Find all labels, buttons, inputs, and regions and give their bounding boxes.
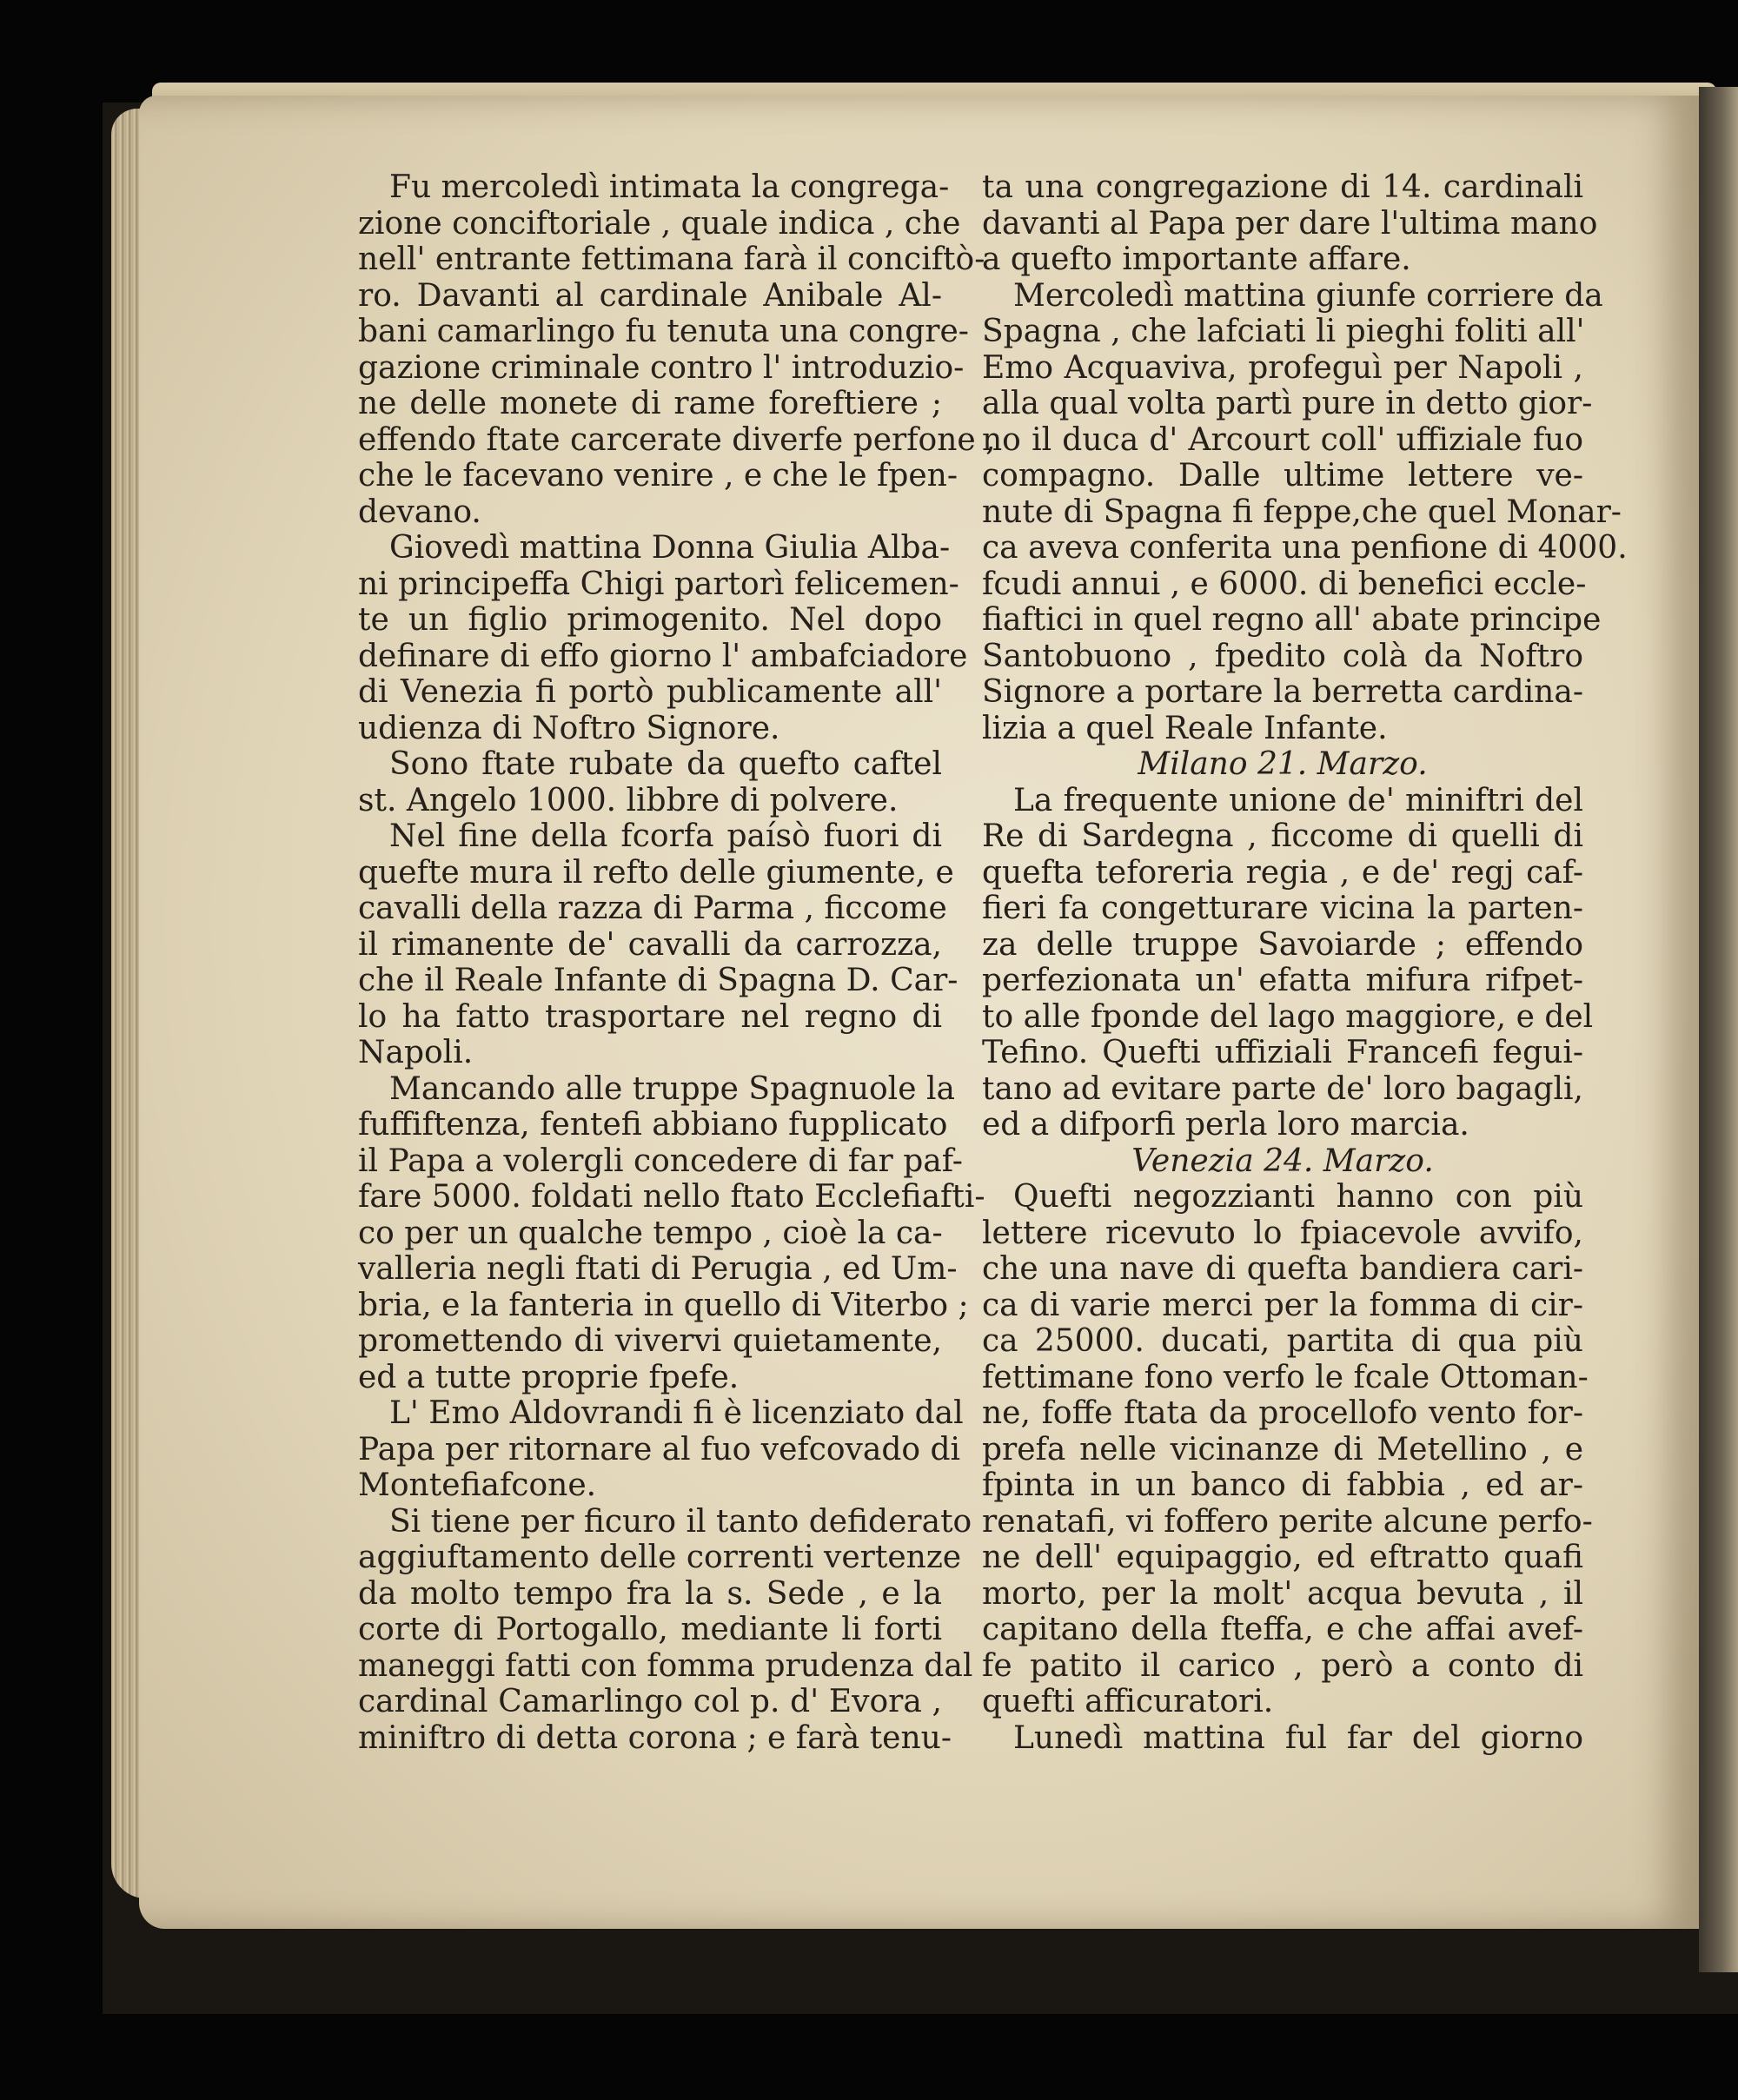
text-line: quefti afficuratori. xyxy=(982,1684,1274,1719)
text-line: effendo ftate carcerate diverfe perfone , xyxy=(358,421,996,458)
text-line: davanti al Papa per dare l'ultima mano xyxy=(982,205,1598,242)
text-line: fettimane fono verfo le fcale Ottoman- xyxy=(982,1359,1589,1395)
text-line: lettere ricevuto lo fpiacevole avvifo, xyxy=(982,1215,1583,1251)
text-line: che una nave di quefta bandiera cari- xyxy=(982,1251,1583,1287)
text-line: za delle truppe Savoiarde ; effendo xyxy=(982,926,1583,963)
text-line: nell' entrante fettimana farà il conciftò- xyxy=(358,242,985,277)
text-line: Nel fine della fcorfa paísò fuori di xyxy=(389,818,942,854)
dateline: Venezia 24. Marzo. xyxy=(1131,1143,1434,1179)
text-line: lizia a quel Reale Infante. xyxy=(982,710,1388,746)
text-line: fuffiftenza, fentefi abbiano fupplicato xyxy=(358,1107,948,1143)
text-line: morto, per la molt' acqua bevuta , il xyxy=(982,1575,1583,1612)
text-line: il Papa a volergli concedere di far paf- xyxy=(358,1143,963,1179)
text-line: ed a tutte proprie fpefe. xyxy=(358,1359,740,1395)
text-line: bria, e la fanteria in quello di Viterbo ; xyxy=(358,1287,969,1323)
text-line: capitano della fteffa, e che affai avef- xyxy=(982,1612,1583,1647)
text-line: da molto tempo fra la s. Sede , e la xyxy=(358,1575,942,1612)
text-line: te un figlio primogenito. Nel dopo xyxy=(358,602,942,638)
text-line: no il duca d' Arcourt coll' uffiziale fuo xyxy=(982,421,1583,458)
text-line: fe patito il carico , però a conto di xyxy=(982,1647,1583,1684)
text-line: che le facevano venire , e che le fpen- xyxy=(358,458,959,494)
text-line: Emo Acquaviva, profeguì per Napoli , xyxy=(982,349,1583,386)
text-line: ca 25000. ducati, partita di qua più xyxy=(982,1323,1583,1359)
dateline: Milano 21. Marzo. xyxy=(1138,746,1428,782)
text-line: il rimanente de' cavalli da carrozza, xyxy=(358,926,942,963)
text-line: compagno. Dalle ultime lettere ve- xyxy=(982,458,1583,494)
text-line: st. Angelo 1000. libbre di polvere. xyxy=(358,782,899,818)
text-line: valleria negli ftati di Perugia , ed Um- xyxy=(358,1251,958,1287)
text-line: lo ha fatto trasportare nel regno di xyxy=(358,998,942,1035)
text-line: Sono ftate rubate da quefto caftel xyxy=(389,746,942,782)
text-line: La frequente unione de' miniftri del xyxy=(1013,782,1583,818)
text-line: L' Emo Aldovrandi fi è licenziato dal xyxy=(389,1395,964,1431)
text-line: prefa nelle vicinanze di Metellino , e xyxy=(982,1431,1583,1467)
text-line: quefte mura il refto delle giumente, e xyxy=(358,854,954,891)
text-line: renatafi, vi foffero perite alcune perfo- xyxy=(982,1503,1593,1540)
text-line: fare 5000. foldati nello ftato Ecclefiafti- xyxy=(358,1179,985,1215)
text-line: ta una congregazione di 14. cardinali xyxy=(982,169,1583,205)
text-line: a quefto importante affare. xyxy=(982,242,1411,277)
text-line: Lunedì mattina ful far del giorno xyxy=(1013,1719,1583,1756)
text-line: ed a difporfi perla loro marcia. xyxy=(982,1107,1469,1143)
text-line: ro. Davanti al cardinale Anibale Al- xyxy=(358,277,942,314)
text-line: ni principeffa Chigi partorì felicemen- xyxy=(358,566,959,602)
text-line: quefta teforeria regia , e de' regj caf- xyxy=(982,854,1583,891)
left-text-column xyxy=(358,169,996,1756)
text-line: che il Reale Infante di Spagna D. Car- xyxy=(358,963,959,998)
book-gutter xyxy=(1699,87,1738,1972)
text-line: Santobuono , fpedito colà da Noftro xyxy=(982,638,1583,674)
text-line: Mercoledì mattina giunfe corriere da xyxy=(1013,277,1603,314)
text-line: Papa per ritornare al fuo vefcovado di xyxy=(358,1431,961,1467)
text-line: ca aveva conferita una penfione di 4000. xyxy=(982,530,1628,566)
text-line: nute di Spagna fi feppe,che quel Monar- xyxy=(982,494,1622,530)
text-line: aggiuftamento delle correnti vertenze xyxy=(358,1540,962,1575)
text-line: Si tiene per ficuro il tanto defiderato xyxy=(389,1503,972,1540)
text-line: corte di Portogallo, mediante li forti xyxy=(358,1612,942,1647)
text-line: definare di effo giorno l' ambafciadore xyxy=(358,638,968,674)
text-line: tano ad evitare parte de' loro bagagli, xyxy=(982,1070,1583,1107)
text-line: Re di Sardegna , ficcome di quelli di xyxy=(982,818,1583,854)
right-text-column xyxy=(982,169,1628,1756)
text-line: co per un qualche tempo , cioè la ca- xyxy=(358,1215,943,1251)
text-line: Spagna , che lafciati li pieghi foliti all' xyxy=(982,314,1585,349)
text-line: perfezionata un' efatta mifura rifpet- xyxy=(982,963,1583,998)
text-line: Quefti negozzianti hanno con più xyxy=(1013,1179,1583,1215)
text-line: cardinal Camarlingo col p. d' Evora , xyxy=(358,1684,942,1719)
text-line: Tefino. Quefti uffiziali Francefi fegui- xyxy=(982,1035,1583,1070)
text-line: fieri fa congetturare vicina la parten- xyxy=(982,891,1583,926)
text-line: udienza di Noftro Signore. xyxy=(358,710,780,746)
text-line: Mancando alle truppe Spagnuole la xyxy=(389,1070,955,1107)
text-line: fpinta in un banco di fabbia , ed ar- xyxy=(982,1467,1583,1503)
text-line: miniftro di detta corona ; e farà tenu- xyxy=(358,1719,952,1756)
text-line: Montefiafcone. xyxy=(358,1467,597,1503)
text-line: fcudi annui , e 6000. di benefici eccle- xyxy=(982,566,1587,602)
text-line: ne, foffe ftata da procellofo vento for- xyxy=(982,1395,1583,1431)
text-line: Fu mercoledì intimata la congrega- xyxy=(389,169,950,205)
text-line: Signore a portare la berretta cardina- xyxy=(982,674,1583,710)
text-line: ne dell' equipaggio, ed eftratto quafi xyxy=(982,1540,1583,1575)
text-line: promettendo di vivervi quietamente, xyxy=(358,1323,942,1359)
text-line: alla qual volta partì pure in detto gior- xyxy=(982,386,1593,421)
text-line: maneggi fatti con fomma prudenza dal xyxy=(358,1647,973,1684)
text-line: gazione criminale contro l' introduzio- xyxy=(358,349,965,386)
text-line: bani camarlingo fu tenuta una congre- xyxy=(358,314,969,349)
text-line: di Venezia fi portò publicamente all' xyxy=(358,674,942,710)
text-line: Giovedì mattina Donna Giulia Alba- xyxy=(389,530,951,566)
text-line: ne delle monete di rame foreftiere ; xyxy=(358,386,942,421)
text-line: devano. xyxy=(358,494,481,530)
text-line: zione conciftoriale , quale indica , che xyxy=(358,205,961,242)
text-line: cavalli della razza di Parma , ficcome xyxy=(358,891,947,926)
text-line: Napoli. xyxy=(358,1035,474,1070)
text-line: to alle fponde del lago maggiore, e del xyxy=(982,998,1594,1035)
text-line: ca di varie merci per la fomma di cir- xyxy=(982,1287,1583,1323)
text-line: fiaftici in quel regno all' abate principe xyxy=(982,602,1602,638)
